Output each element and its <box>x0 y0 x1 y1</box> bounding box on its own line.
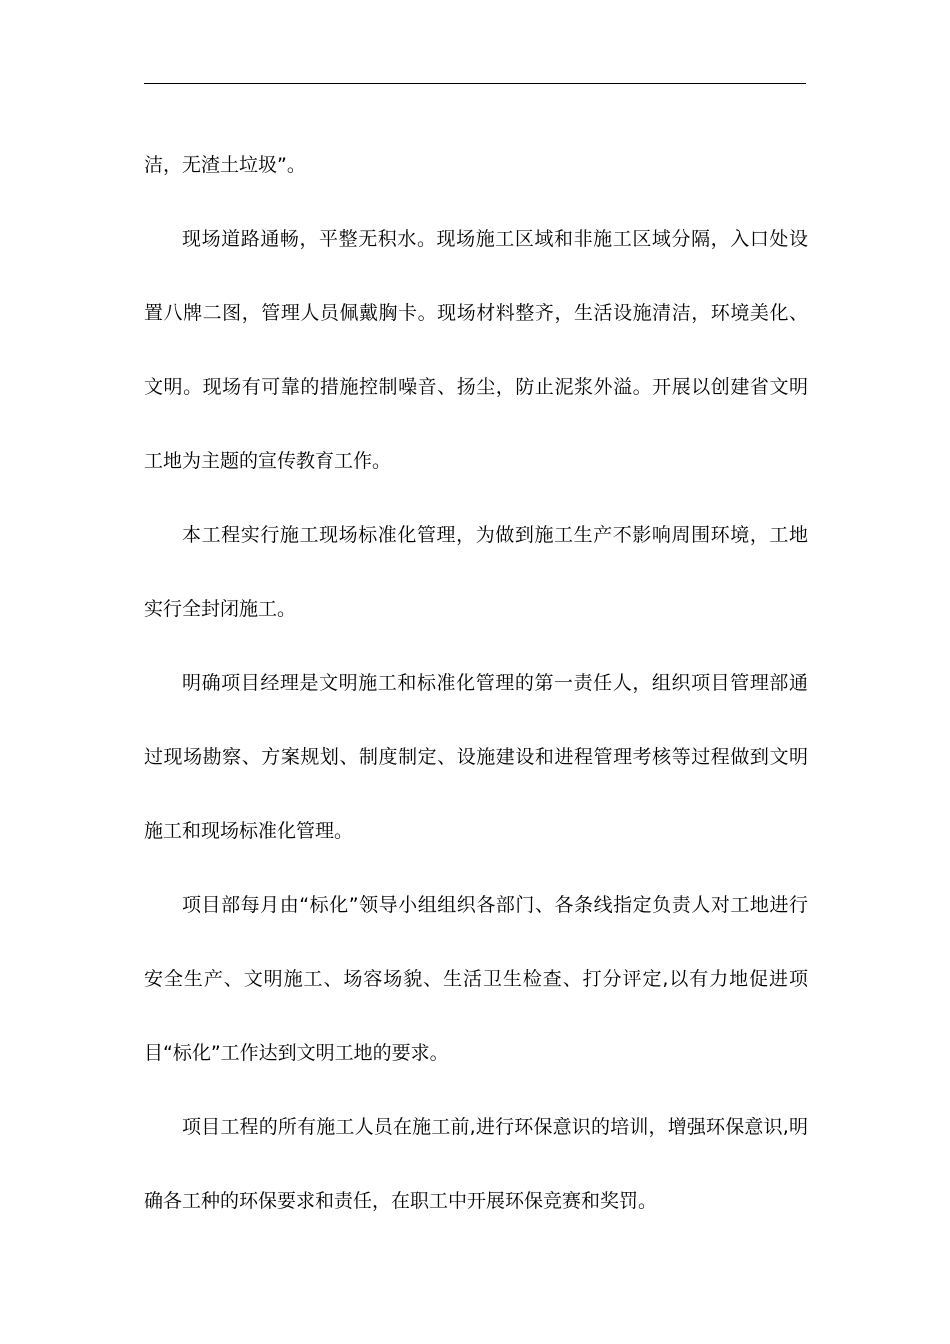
paragraph-3: 本工程实行施工现场标准化管理，为做到施工生产不影响周围环境，工地实行全封闭施工。 <box>144 524 808 620</box>
body-text <box>144 128 808 1238</box>
paragraph-6: 项目工程的所有施工人员在施工前,进行环保意识的培训，增强环保意识,明确各工种的环保要求和责任，在职工中开展环保竞赛和奖罚。 <box>144 1116 808 1212</box>
paragraph-2: 现场道路通畅，平整无积水。现场施工区域和非施工区域分隔，入口处设置八牌二图，管理人员佩戴胸卡。现场材料整齐，生活设施清洁，环境美化、文明。现场有可靠的措施控制噪音、扬尘，防止泥浆外溢。开展以创建省文明工地为主题的宣传教育工作。 <box>144 228 808 472</box>
paragraph-4: 明确项目经理是文明施工和标准化管理的第一责任人，组织项目管理部通过现场勘察、方案规划、制度制定、设施建设和进程管理考核等过程做到文明施工和现场标准化管理。 <box>144 672 808 842</box>
header-rule <box>144 83 806 84</box>
paragraph-5: 项目部每月由“标化”领导小组组织各部门、各条线指定负责人对工地进行安全生产、文明施工、场容场貌、生活卫生检查、打分评定,以有力地促进项目“标化”工作达到文明工地的要求。 <box>144 894 808 1064</box>
paragraph-1: 洁，无渣土垃圾”。 <box>144 154 306 176</box>
